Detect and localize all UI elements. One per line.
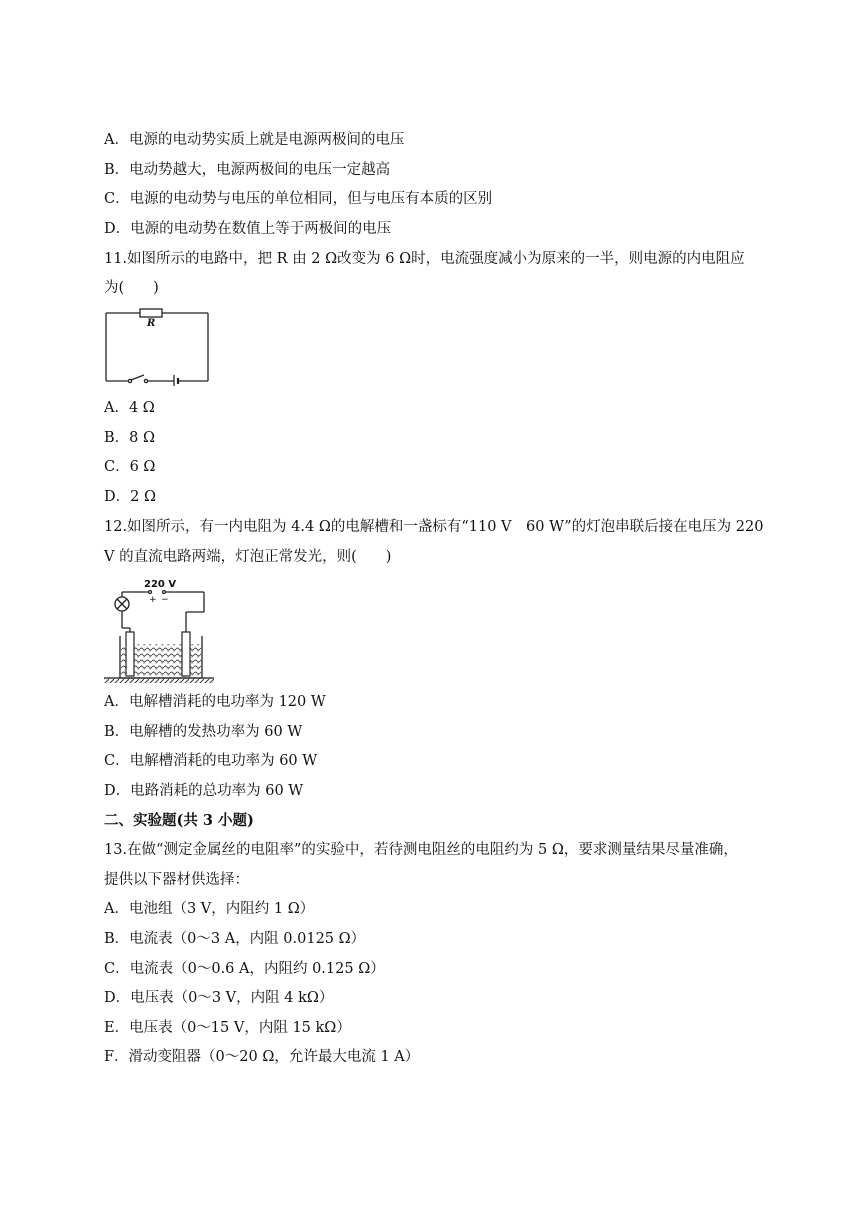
- q11-resistor-label: R: [147, 318, 156, 329]
- q10-option-d: D．电源的电动势在数值上等于两极间的电压: [104, 221, 392, 237]
- q11-option-d: D．2 Ω: [104, 489, 156, 505]
- q12-option-c: C．电解槽消耗的电功率为 60 W: [104, 753, 318, 769]
- q11-circuit-figure: [104, 306, 214, 386]
- q12-option-a: A．电解槽消耗的电功率为 120 W: [104, 694, 326, 710]
- q12-option-b: B．电解槽的发热功率为 60 W: [104, 724, 303, 740]
- q13-option-a: A．电池组（3 V，内阻约 1 Ω）: [104, 901, 315, 917]
- q13-option-e: E．电压表（0～15 V，内阻 15 kΩ）: [104, 1020, 351, 1036]
- q12-option-d: D．电路消耗的总功率为 60 W: [104, 783, 304, 799]
- q10-option-a: A．电源的电动势实质上就是电源两极间的电压: [104, 132, 405, 148]
- q11-stem-line2: 为( ): [104, 280, 159, 296]
- q11-option-a: A．4 Ω: [104, 400, 155, 416]
- q11-stem-line1: 11.如图所示的电路中，把 R 由 2 Ω改变为 6 Ω时，电流强度减小为原来的一半，则电源的内电阻应: [104, 251, 745, 267]
- svg-text:+: +: [149, 595, 157, 605]
- q12-stem-line1: 12.如图所示，有一内电阻为 4.4 Ω的电解槽和一盏标有“110 V 60 W”的灯泡串联后接在电压为 220: [104, 519, 764, 535]
- q13-option-c: C．电流表（0～0.6 A，内阻约 0.125 Ω）: [104, 961, 385, 977]
- q12-voltage-label: 220 V: [144, 579, 177, 590]
- q13-option-b: B．电流表（0～3 A，内阻 0.0125 Ω）: [104, 931, 366, 947]
- q13-option-d: D．电压表（0～3 V，内阻 4 kΩ）: [104, 990, 334, 1006]
- q10-option-c: C．电源的电动势与电压的单位相同，但与电压有本质的区别: [104, 191, 493, 207]
- svg-text:−: −: [161, 595, 169, 605]
- section-title: 二、实验题(共 3 小题): [104, 812, 254, 829]
- q12-stem-line2: V 的直流电路两端，灯泡正常发光，则( ): [104, 549, 392, 565]
- q13-stem-line2: 提供以下器材供选择：: [104, 872, 249, 888]
- q13-stem-line1: 13.在做“测定金属丝的电阻率”的实验中，若待测电阻丝的电阻约为 5 Ω，要求测量结果尽量准确，: [104, 842, 738, 858]
- q11-option-c: C．6 Ω: [104, 459, 156, 475]
- q13-option-f: F．滑动变阻器（0～20 Ω，允许最大电流 1 A）: [104, 1049, 420, 1065]
- q11-option-b: B．8 Ω: [104, 430, 156, 446]
- q12-electrolysis-figure: [104, 574, 214, 684]
- q10-option-b: B．电动势越大，电源两极间的电压一定越高: [104, 162, 391, 178]
